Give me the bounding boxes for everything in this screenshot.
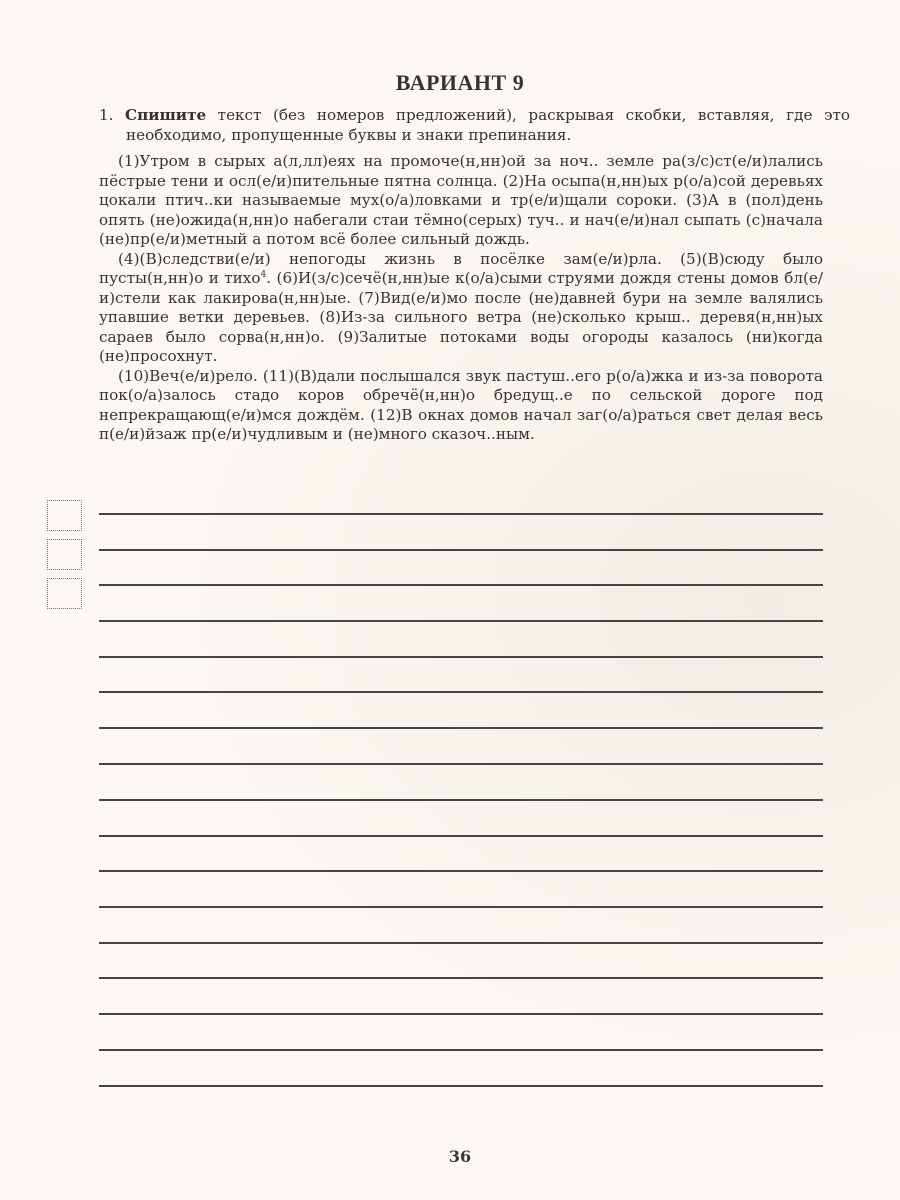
answer-line-9[interactable] bbox=[99, 799, 823, 801]
answer-line-7[interactable] bbox=[99, 727, 823, 729]
answer-line-1[interactable] bbox=[99, 513, 823, 515]
exercise-passage bbox=[99, 152, 823, 445]
answer-line-2[interactable] bbox=[99, 549, 823, 551]
score-box-3[interactable] bbox=[47, 578, 82, 609]
page-number: 36 bbox=[448, 1147, 472, 1166]
answer-line-13[interactable] bbox=[99, 942, 823, 944]
answer-line-3[interactable] bbox=[99, 584, 823, 586]
answer-line-15[interactable] bbox=[99, 1013, 823, 1015]
task-instruction-text: текст (без номеров предложений), раскрывая скобки, вставляя, где это необходимо, пропущенные буквы и знаки препинания. bbox=[126, 106, 850, 144]
answer-line-4[interactable] bbox=[99, 620, 823, 622]
answer-line-17[interactable] bbox=[99, 1085, 823, 1087]
task-instruction bbox=[99, 105, 850, 145]
paragraph-2-text-b: . (6)И(з/с)сечё(н,нн)ые к(о/а)сыми струями дождя стены домов бл(е/и)стели как лакирова(н,нн)ые. (7)Вид(е/и)мо после (не)давней бури на земле валялись упавшие ветки деревьев. (8)Из-за сильного ветра (не)сколько крыш.. деревя(н,нн)ых сараев было сорва(н,нн)о. (9)Залитые потоками воды огороды казалось (ни)когда (не)просохнут. bbox=[99, 269, 823, 365]
variant-title: ВАРИАНТ 9 bbox=[395, 70, 525, 95]
answer-line-16[interactable] bbox=[99, 1049, 823, 1051]
task-verb: Спишите bbox=[125, 106, 207, 124]
score-box-2[interactable] bbox=[47, 539, 82, 570]
answer-line-14[interactable] bbox=[99, 977, 823, 979]
answer-line-5[interactable] bbox=[99, 656, 823, 658]
passage-paragraph-2 bbox=[99, 250, 823, 367]
answer-line-12[interactable] bbox=[99, 906, 823, 908]
task-number: 1. bbox=[99, 106, 114, 124]
score-box-1[interactable] bbox=[47, 500, 82, 531]
paragraph-2-text-a: (4)(В)следстви(е/и) непогоды жизнь в посёлке зам(е/и)рла. (5)(В)сюду было пусты(н,нн)о и тихо bbox=[99, 249, 823, 287]
footnote-marker: 4 bbox=[260, 269, 267, 280]
answer-line-8[interactable] bbox=[99, 763, 823, 765]
passage-paragraph-3: (10)Веч(е/и)рело. (11)(В)дали послышался звук пастуш..его р(о/а)жка и из-за поворота пок(о/а)залось стадо коров обречё(н,нн)о бредущ..е по сельской дороге под непрекращающ(е/и)мся дождём. (12)В окнах домов начал заг(о/а)раться свет делая весь п(е/и)йзаж пр(е/и)чудливым и (не)много сказоч..ным. bbox=[99, 366, 823, 443]
answer-line-11[interactable] bbox=[99, 870, 823, 872]
passage-paragraph-1: (1)Утром в сырых а(л,лл)еях на промоче(н,нн)ой за ноч.. земле ра(з/с)ст(е/и)лались пёстрые тени и осл(е/и)пительные пятна солнца. (2)На осыпа(н,нн)ых р(о/а)сой деревьях цокали птич..ки называемые мух(о/а)ловками и тр(е/и)щали сороки. (3)А в (пол)день опять (не)ожида(н,нн)о набегали стаи тёмно(серых) туч.. и нач(е/и)нал сыпать (с)начала (не)пр(е/и)метный а потом всё более сильный дождь. bbox=[99, 152, 823, 248]
answer-line-10[interactable] bbox=[99, 835, 823, 837]
answer-line-6[interactable] bbox=[99, 691, 823, 693]
